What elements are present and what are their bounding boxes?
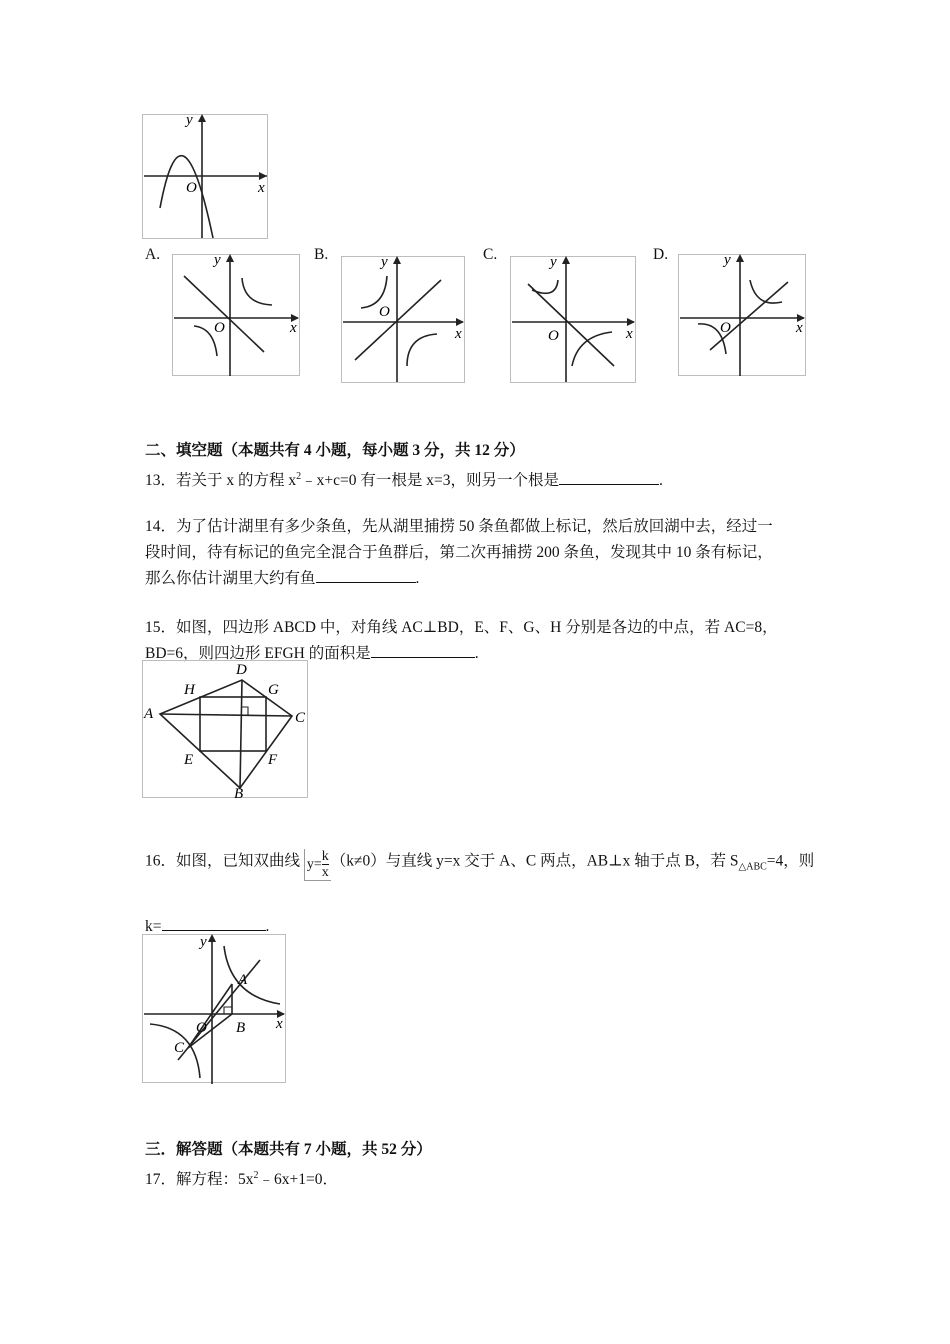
label-b: B bbox=[234, 786, 244, 800]
origin-label: O bbox=[214, 320, 225, 336]
label-c: C bbox=[174, 1040, 185, 1056]
figure-frame bbox=[143, 935, 286, 1083]
option-c-label: C. bbox=[483, 246, 498, 263]
option-d-graph bbox=[678, 250, 808, 378]
q14-line3-text: 那么你估计湖里大约有鱼 bbox=[145, 570, 316, 587]
line bbox=[710, 282, 788, 350]
y-label: y bbox=[381, 254, 388, 270]
q13-end: . bbox=[659, 472, 663, 490]
quadrilateral-efgh bbox=[200, 697, 266, 751]
q13-answer-blank[interactable] bbox=[559, 467, 659, 485]
q16-prefix: 16．如图，已知双曲线 bbox=[145, 852, 301, 870]
y-label: y bbox=[550, 254, 557, 270]
hyperbola-branch-q1 bbox=[242, 278, 272, 305]
x-label: x bbox=[626, 326, 633, 342]
hyperbola-branch-q4 bbox=[407, 334, 437, 366]
label-o: O bbox=[196, 1020, 207, 1036]
label-a: A bbox=[144, 706, 154, 722]
section3-heading: 三．解答题（本题共有 7 小题，共 52 分） bbox=[145, 1141, 432, 1158]
q14-answer-blank[interactable] bbox=[316, 565, 416, 583]
origin-label: O bbox=[548, 328, 559, 344]
figure-frame bbox=[173, 255, 300, 376]
q12-main-graph bbox=[142, 110, 274, 240]
q13-suffix: ﹣x+c=0 有一根是 x=3，则另一个根是 bbox=[301, 472, 559, 490]
q14-end: . bbox=[415, 570, 420, 587]
q17-prefix: 17．解方程：5x bbox=[145, 1171, 254, 1189]
q17-sup: 2 bbox=[253, 1170, 259, 1181]
q16-figure bbox=[142, 930, 292, 1086]
q16-frac-num: k bbox=[321, 849, 329, 864]
label-f: F bbox=[268, 752, 278, 768]
option-a-label: A. bbox=[145, 246, 161, 263]
q16-answer-blank[interactable] bbox=[162, 913, 266, 931]
label-x: x bbox=[276, 1016, 283, 1032]
q16-frac-den: x bbox=[321, 865, 329, 880]
y-axis-arrow-icon bbox=[393, 256, 401, 264]
q13-text bbox=[145, 463, 663, 494]
segment-cb bbox=[188, 1014, 232, 1048]
y-label: y bbox=[186, 112, 193, 128]
option-c-graph bbox=[510, 252, 638, 384]
option-d-label: D. bbox=[653, 246, 669, 263]
q16-line2-text: k= bbox=[145, 918, 162, 935]
q16-middle: （k≠0）与直线 y=x 交于 A、C 两点，AB⊥x 轴于点 B，若 S bbox=[330, 852, 739, 870]
q14-line2: 段时间，待有标记的鱼完全混合于鱼群后，第二次再捕捞 200 条鱼，发现其中 10 条有标记， bbox=[145, 544, 773, 561]
x-label: x bbox=[258, 180, 265, 196]
q13-sup: 2 bbox=[296, 471, 302, 482]
origin-label: O bbox=[186, 180, 197, 196]
y-label: y bbox=[214, 252, 221, 268]
q15-end: . bbox=[474, 645, 479, 662]
q16-end: . bbox=[265, 918, 270, 935]
y-axis-arrow-icon bbox=[198, 114, 206, 122]
line bbox=[528, 284, 614, 366]
y-axis-arrow-icon bbox=[562, 256, 570, 264]
label-c: C bbox=[295, 710, 306, 726]
y-label: y bbox=[724, 252, 731, 268]
origin-label: O bbox=[720, 320, 731, 336]
x-axis-arrow-icon bbox=[627, 318, 635, 326]
figure-frame bbox=[342, 257, 465, 383]
q15-line1: 15．如图，四边形 ABCD 中，对角线 AC⊥BD，E、F、G、H 分别是各边的中点，若 AC=8， bbox=[145, 619, 778, 636]
origin-label: O bbox=[379, 304, 390, 320]
hyperbola-branch-q2 bbox=[532, 280, 558, 293]
option-b-graph bbox=[341, 252, 467, 384]
y-axis-arrow-icon bbox=[736, 254, 744, 262]
diagonal-ac bbox=[160, 714, 292, 716]
label-y: y bbox=[200, 934, 207, 950]
label-g: G bbox=[268, 682, 279, 698]
q15-answer-blank[interactable] bbox=[371, 640, 475, 658]
option-b-label: B. bbox=[314, 246, 329, 263]
parabola-curve bbox=[160, 156, 213, 238]
x-label: x bbox=[290, 320, 297, 336]
figure-frame bbox=[679, 255, 806, 376]
q16-frac-lhs: y= bbox=[306, 857, 322, 872]
q16-fraction bbox=[304, 849, 331, 881]
q17-text bbox=[145, 1162, 338, 1193]
label-e: E bbox=[184, 752, 194, 768]
line bbox=[184, 276, 264, 352]
q13-prefix: 13．若关于 x 的方程 x bbox=[145, 472, 297, 490]
q15-figure bbox=[142, 660, 310, 800]
label-b: B bbox=[236, 1020, 246, 1036]
q16-suffix: =4，则 bbox=[766, 852, 815, 870]
x-label: x bbox=[796, 320, 803, 336]
q14-line3 bbox=[145, 565, 419, 592]
x-axis-arrow-icon bbox=[259, 172, 267, 180]
segment-ca bbox=[188, 984, 232, 1048]
q15-line2-text: BD=6，则四边形 EFGH 的面积是 bbox=[145, 645, 371, 662]
hyperbola-branch-q4 bbox=[572, 332, 612, 366]
x-axis-arrow-icon bbox=[456, 318, 464, 326]
q16-sub: △ABC bbox=[738, 861, 767, 873]
y-axis-arrow-icon bbox=[226, 254, 234, 262]
y-axis-arrow-icon bbox=[208, 934, 216, 942]
line bbox=[355, 280, 441, 360]
label-a: A bbox=[238, 972, 248, 988]
label-h: H bbox=[184, 682, 195, 698]
section2-heading: 二、填空题（本题共有 4 小题，每小题 3 分，共 12 分） bbox=[145, 442, 525, 459]
option-a-graph bbox=[172, 250, 302, 378]
q17-suffix: ﹣6x+1=0． bbox=[258, 1171, 338, 1189]
label-d: D bbox=[236, 662, 247, 678]
q14-line1: 14．为了估计湖里有多少条鱼，先从湖里捕捞 50 条鱼都做上标记，然后放回湖中去，经过一 bbox=[145, 518, 773, 535]
x-label: x bbox=[455, 326, 462, 342]
q16-line1 bbox=[145, 843, 814, 881]
right-angle-mark bbox=[224, 1007, 232, 1014]
